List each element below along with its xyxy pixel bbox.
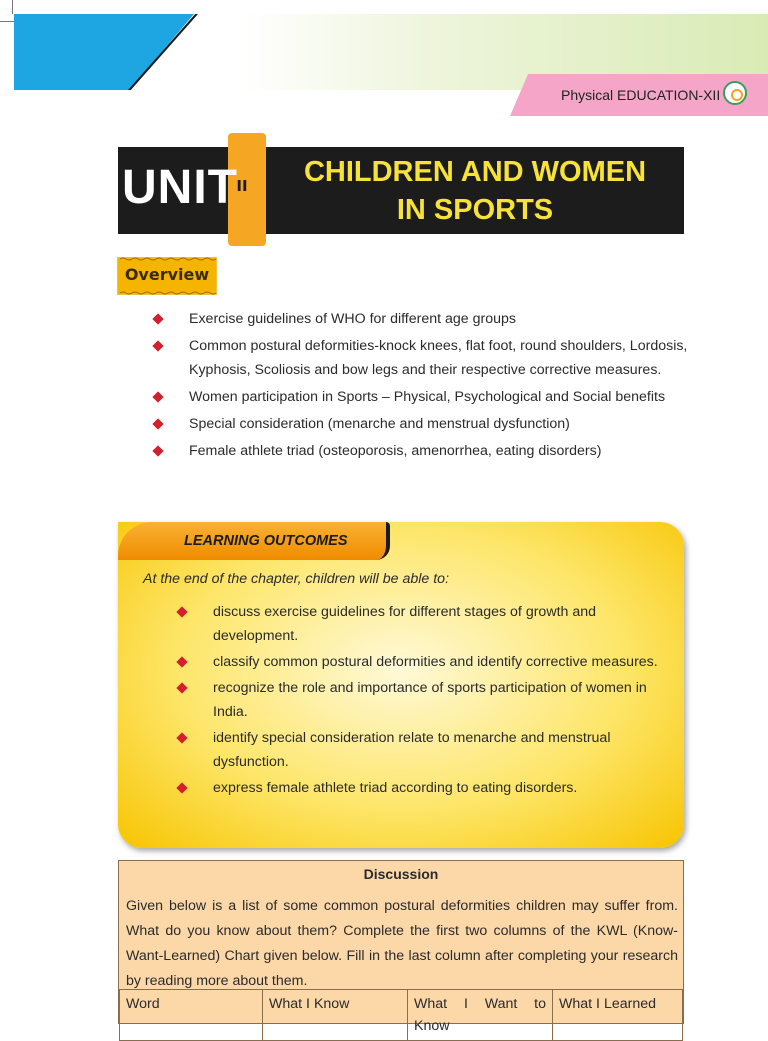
cbse-emblem-icon <box>723 81 747 105</box>
diamond-bullet-icon <box>152 313 163 324</box>
discussion-text: Given below is a list of some common postural deformities children may suffer from. What do you know about them? Complete the first two columns of the KWL (Know-Want-Learned) Chart given below. Fill in the last column after completing your research by reading more about them. <box>126 898 678 989</box>
list-item: recognize the role and importance of sports participation of women in India. <box>176 676 666 724</box>
crop-mark <box>0 21 14 22</box>
list-item: Common postural deformities-knock knees, flat foot, round shoulders, Lordosis, Kyphosis, Scoliosis and bow legs and their respective corrective measures. <box>152 334 692 382</box>
unit-number: II <box>236 177 248 195</box>
list-item: classify common postural deformities and identify corrective measures. <box>176 650 666 674</box>
discussion-box <box>118 860 684 1034</box>
table-header-row <box>120 990 683 1041</box>
learning-outcomes-label: LEARNING OUTCOMES <box>184 533 348 549</box>
kwl-column-header: What I Want to Know <box>408 990 553 1041</box>
book-title: Physical EDUCATION-XII <box>561 87 721 103</box>
list-item: identify special consideration relate to menarche and menstrual dysfunction. <box>176 726 666 774</box>
unit-label: UNIT <box>122 161 238 214</box>
diamond-bullet-icon <box>152 391 163 402</box>
list-item: Exercise guidelines of WHO for different age groups <box>152 307 692 331</box>
list-item: Female athlete triad (osteoporosis, amenorrhea, eating disorders) <box>152 439 692 463</box>
overview-wave-top <box>120 257 214 261</box>
discussion-title: Discussion <box>363 866 439 882</box>
chapter-title <box>290 153 660 229</box>
kwl-table <box>119 989 683 1041</box>
overview-label: Overview <box>124 265 210 284</box>
list-item: express female athlete triad according to eating disorders. <box>176 776 666 800</box>
diamond-bullet-icon <box>176 782 187 793</box>
diamond-bullet-icon <box>152 340 163 351</box>
chapter-title-line-2: IN SPORTS <box>396 194 554 226</box>
list-item: Special consideration (menarche and menstrual dysfunction) <box>152 412 692 436</box>
diamond-bullet-icon <box>152 418 163 429</box>
kwl-column-header: What I Know <box>263 990 408 1041</box>
kwl-column-header: Word <box>120 990 263 1041</box>
list-item: discuss exercise guidelines for different stages of growth and development. <box>176 600 666 648</box>
overview-list <box>152 307 692 466</box>
diamond-bullet-icon <box>176 682 187 693</box>
diamond-bullet-icon <box>176 732 187 743</box>
learning-outcomes-list <box>176 600 666 802</box>
diamond-bullet-icon <box>152 445 163 456</box>
list-item: Women participation in Sports – Physical, Psychological and Social benefits <box>152 385 692 409</box>
crop-mark <box>12 0 13 14</box>
diamond-bullet-icon <box>176 656 187 667</box>
diamond-bullet-icon <box>176 606 187 617</box>
kwl-column-header: What I Learned <box>553 990 683 1041</box>
chapter-title-line-1: CHILDREN AND WOMEN <box>303 156 647 188</box>
overview-wave-bottom <box>120 291 214 295</box>
learning-outcomes-intro: At the end of the chapter, children will be able to: <box>143 571 450 587</box>
